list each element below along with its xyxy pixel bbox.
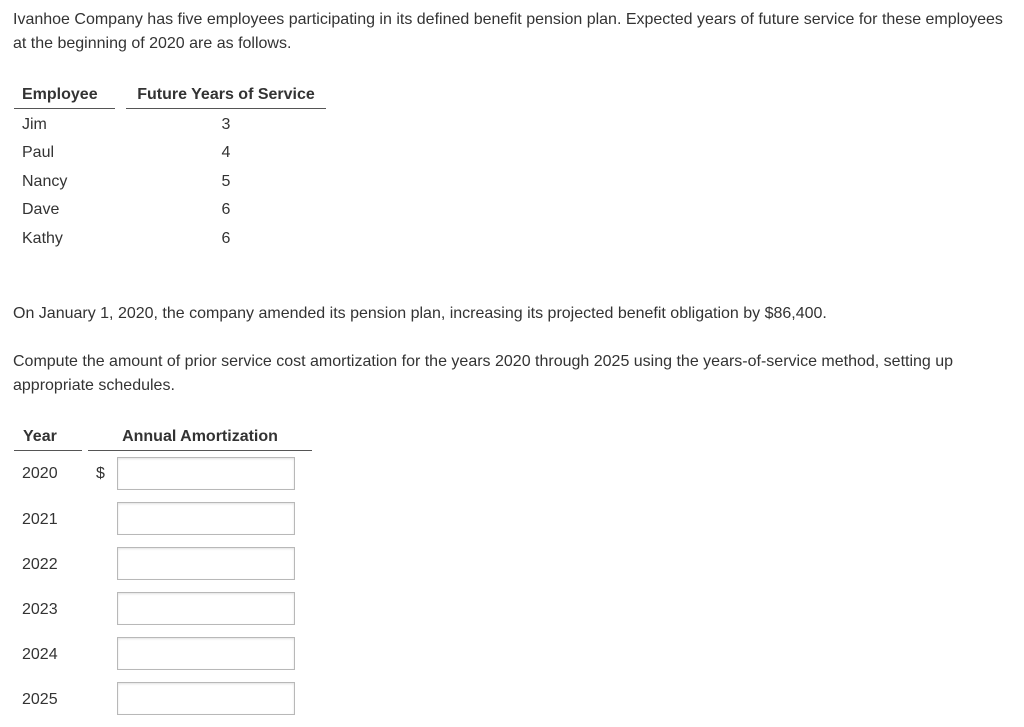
amortization-input-2025[interactable]	[117, 682, 295, 715]
amortization-input-2024[interactable]	[117, 637, 295, 670]
employee-years: 6	[221, 230, 231, 247]
year-column-header: Year	[14, 424, 82, 451]
employee-name: Kathy	[22, 230, 63, 247]
employee-column-header: Employee	[14, 82, 115, 109]
employee-years: 3	[221, 116, 231, 133]
employee-name: Nancy	[22, 173, 68, 190]
future-years-column-header: Future Years of Service	[126, 82, 326, 109]
amortization-input-2023[interactable]	[117, 592, 295, 625]
employee-years: 5	[221, 173, 231, 190]
dollar-sign: $	[96, 465, 105, 482]
amendment-paragraph: On January 1, 2020, the company amended its pension plan, increasing its projected benefit obligation by $86,400.	[13, 305, 827, 322]
instruction-paragraph: Compute the amount of prior service cost amortization for the years 2020 through 2025 using the years-of-service method, setting up appropriate schedules.	[13, 353, 954, 394]
year-label: 2020	[22, 465, 58, 482]
employee-name: Jim	[22, 116, 47, 133]
employee-years: 6	[221, 201, 231, 218]
year-label: 2023	[22, 601, 58, 618]
amortization-input-2022[interactable]	[117, 547, 295, 580]
annual-amortization-column-header: Annual Amortization	[88, 424, 312, 451]
year-label: 2022	[22, 556, 58, 573]
year-label: 2025	[22, 691, 58, 708]
year-label: 2021	[22, 511, 58, 528]
amortization-input-2021[interactable]	[117, 502, 295, 535]
intro-paragraph: Ivanhoe Company has five employees participating in its defined benefit pension plan. Expected years of future service for these employees at the beginning of 2020 are as follows.	[13, 11, 1003, 52]
employee-years: 4	[221, 144, 231, 161]
year-label: 2024	[22, 646, 58, 663]
employee-name: Dave	[22, 201, 60, 218]
amortization-input-2020[interactable]	[117, 457, 295, 490]
employee-name: Paul	[22, 144, 55, 161]
